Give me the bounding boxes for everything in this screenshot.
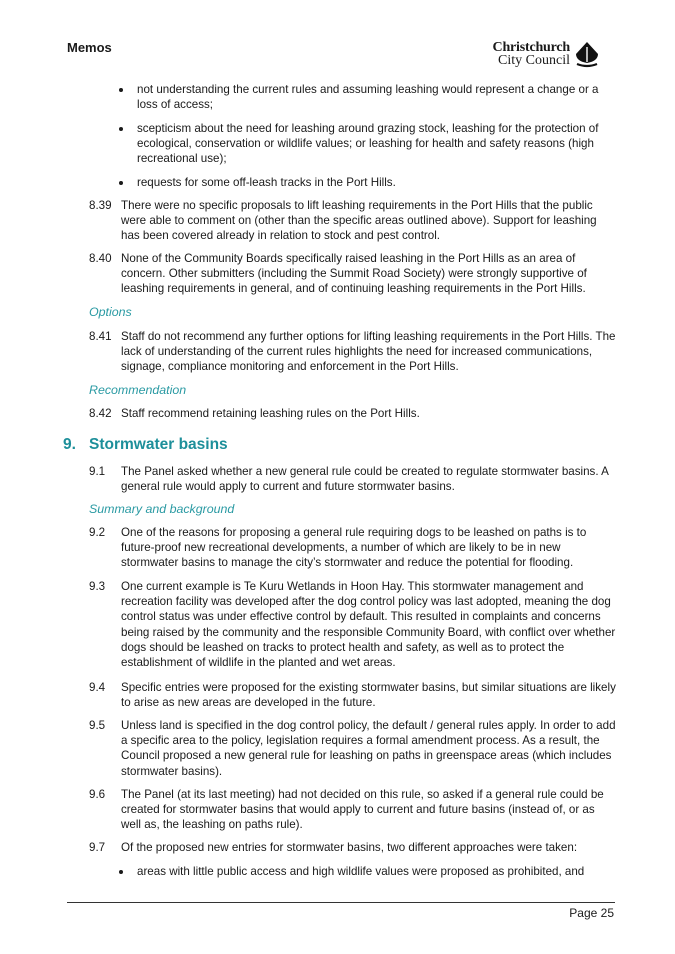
paragraph-text: There were no specific proposals to lift leashing requirements in the Port Hills that the public were able to comment on (other than the specific areas outlined above). Support for leashing has been covered already in relation to stock and pest control. [121, 199, 597, 243]
paragraph-text: None of the Community Boards specifically raised leashing in the Port Hills as an area of concern. Other submitters (including the Summit Road Society) were strongly supportive of leashing requirements in general, and of continuing leashing requirements in the Port Hills. [121, 252, 587, 296]
paragraph-number: 9.5 [89, 719, 106, 732]
section-number: 9. [63, 436, 76, 453]
section-title: Stormwater basins [89, 436, 228, 453]
options-heading: Options [89, 305, 132, 319]
bullet-dot [119, 127, 123, 131]
bullet-text: not understanding the current rules and assuming leashing would represent a change or a loss of access; [137, 83, 599, 112]
paragraph-number: 9.7 [89, 841, 106, 854]
recommendation-heading: Recommendation [89, 383, 187, 397]
paragraph-text: One of the reasons for proposing a general rule requiring dogs to be leashed on paths is to future-proof new recreational developments, a number of which are likely to be in new stormwater basins to manage the city’s stormwater and reduce the potential for flooding. [121, 526, 587, 570]
page-number: Page 25 [569, 906, 614, 920]
summary-heading: Summary and background [89, 502, 235, 516]
bullet-text: scepticism about the need for leashing around grazing stock, leashing for the protection of ecological, conservation or wildlife values; or leashing for health and safety reasons (high recreational use); [137, 122, 599, 166]
paragraph-number: 8.42 [89, 407, 112, 420]
paragraph-number: 9.4 [89, 681, 106, 694]
bullet-dot [119, 181, 123, 185]
paragraph-number: 9.1 [89, 465, 106, 478]
bullet-text: requests for some off-leash tracks in the Port Hills. [137, 176, 396, 189]
council-logo [486, 40, 606, 70]
paragraph-text: Unless land is specified in the dog control policy, the default / general rules apply. In order to add a specific area to the policy, legislation requires a formal amendment process. As a result, the Council proposed a new general rule for leashing on paths in greenspace areas (which includes stormwater basins). [121, 719, 616, 778]
paragraph-text: One current example is Te Kuru Wetlands in Hoon Hay. This stormwater management and recreation facility was developed after the dog control policy was last adopted, meaning the dog control status was under effective control by default. This resulted in complaints and concerns being raised by the community and the responsible Community Board, with conflict over whether dogs should be leashed on tracks to protect health and safety, as well as to protect the establishment of wildlife in the planted and wet areas. [121, 580, 616, 670]
paragraph-text: Specific entries were proposed for the existing stormwater basins, but similar situations are likely to arise as new areas are developed in the future. [121, 681, 616, 710]
paragraph-number: 8.40 [89, 252, 112, 265]
paragraph-text: Staff do not recommend any further options for lifting leashing requirements in the Port Hills. The lack of understanding of the current rules highlights the need for increased communications, signage, compliance monitoring and enforcement in the Port Hills. [121, 330, 616, 374]
paragraph-number: 9.6 [89, 788, 106, 801]
document-header-title: Memos [67, 40, 112, 55]
cathedral-logo-icon [574, 41, 600, 69]
section-heading [63, 436, 228, 454]
paragraph-number: 8.39 [89, 199, 112, 212]
paragraph-text: Staff recommend retaining leashing rules on the Port Hills. [121, 407, 420, 420]
bullet-dot [119, 870, 123, 874]
paragraph-text: The Panel asked whether a new general rule could be created to regulate stormwater basins. A general rule would apply to current and future stormwater basins. [121, 465, 609, 494]
paragraph-number: 8.41 [89, 330, 112, 343]
paragraph-text: Of the proposed new entries for stormwater basins, two different approaches were taken: [121, 841, 578, 854]
bullet-dot [119, 88, 123, 92]
paragraph-number: 9.3 [89, 580, 106, 593]
paragraph-number: 9.2 [89, 526, 106, 539]
bullet-text: areas with little public access and high wildlife values were proposed as prohibited, and [137, 865, 585, 878]
paragraph-text: The Panel (at its last meeting) had not decided on this rule, so asked if a general rule could be created for stormwater basins that would apply to current and future basins (instead of, or as well as, the leashing on paths rule). [121, 788, 604, 832]
logo-line-2: City Council [498, 53, 570, 68]
footer-divider [67, 902, 615, 903]
logo-line-1: Christchurch [492, 40, 570, 55]
